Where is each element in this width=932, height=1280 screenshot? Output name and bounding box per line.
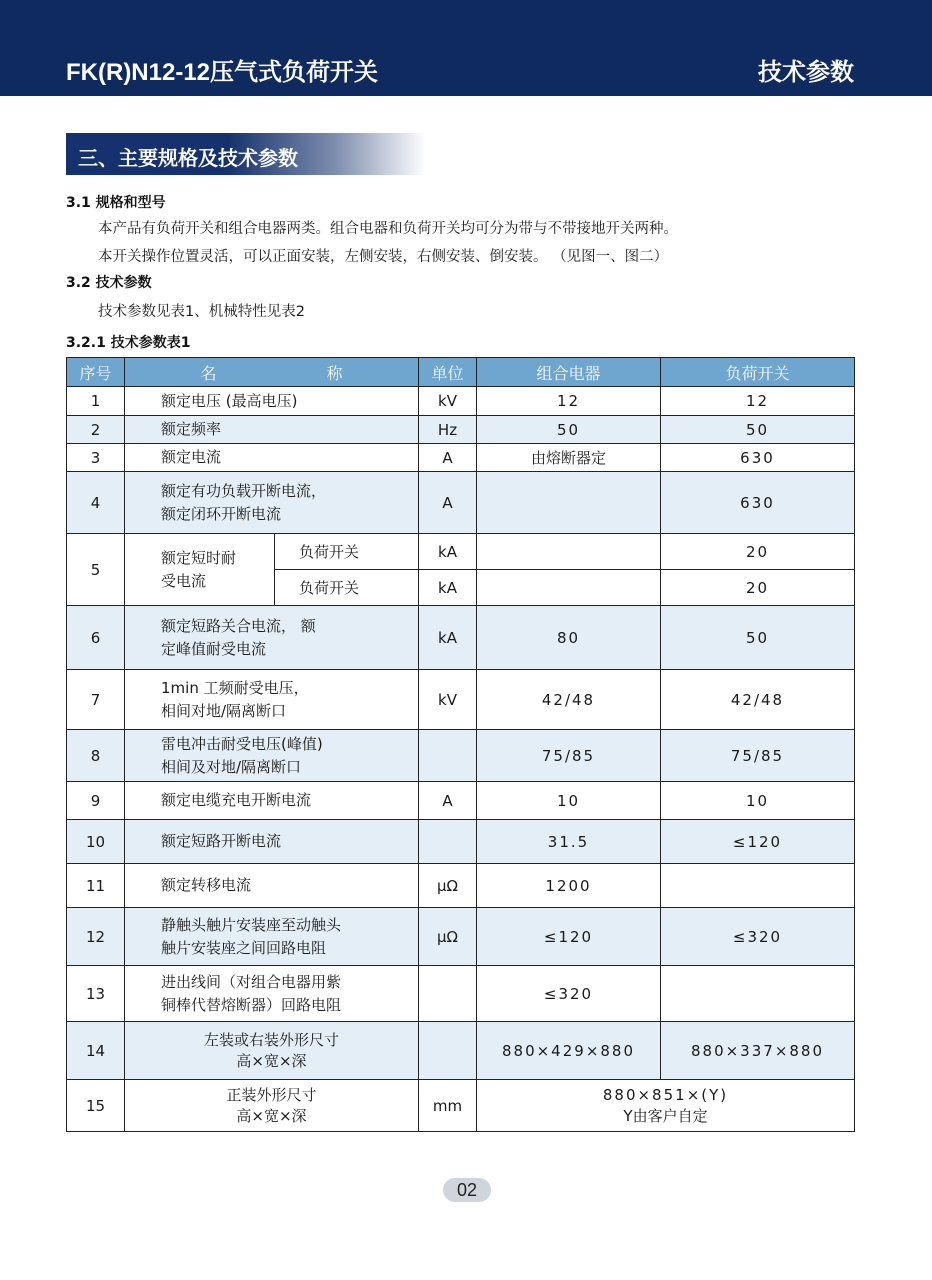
- section-banner: [66, 133, 426, 175]
- col-header-switch: 负荷开关: [661, 358, 855, 387]
- spec-table: [66, 357, 855, 1132]
- table-row: 14 左装或右装外形尺寸 高×宽×深 880×429×880 880×337×880: [67, 1022, 855, 1080]
- table-header-row: [67, 358, 855, 387]
- header-bar: [0, 0, 932, 96]
- table-row: 4 额定有功负载开断电流， 额定闭环开断电流 A 630: [67, 472, 855, 534]
- table-row: 8 雷电冲击耐受电压(峰值) 相间及对地/隔离断口 75/85 75/85: [67, 730, 855, 782]
- table-row: 6 额定短路关合电流， 额 定峰值耐受电流 kA 80 50: [67, 606, 855, 670]
- paragraph-3-1-a: 本产品有负荷开关和组合电器两类。组合电器和负荷开关均可分为带与不带接地开关两种。: [98, 221, 678, 237]
- page-number: 02: [443, 1178, 491, 1202]
- table-row: 10 额定短路开断电流 31.5 ≤120: [67, 820, 855, 864]
- table-row: 15 正装外形尺寸 高×宽×深 mm 880×851×(Y) Y由客户自定: [67, 1080, 855, 1132]
- table-row: 负荷开关 kA 20: [67, 570, 855, 606]
- heading-3-2: 3.2 技术参数: [66, 275, 152, 291]
- paragraph-3-1-b: 本开关操作位置灵活，可以正面安装，左侧安装，右侧安装、倒安装。 （见图一、图二）: [98, 249, 669, 265]
- section-label: 技术参数: [758, 58, 854, 86]
- table-row: 2 额定频率 Hz 50 50: [67, 416, 855, 444]
- table-row: 12 静触头触片安装座至动触头 触片安装座之间回路电阻 μΩ ≤120 ≤320: [67, 908, 855, 966]
- product-title: FK(R)N12-12压气式负荷开关: [66, 59, 379, 86]
- paragraph-3-2: 技术参数见表1、机械特性见表2: [98, 304, 305, 320]
- col-header-no: 序号: [67, 358, 125, 387]
- table-row: 13 进出线间（对组合电器用紫 铜棒代替熔断器）回路电阻 ≤320: [67, 966, 855, 1022]
- heading-3-2-1: 3.2.1 技术参数表1: [66, 335, 191, 351]
- table-row: 9 额定电缆充电开断电流 A 10 10: [67, 782, 855, 820]
- table-row: 1 额定电压 (最高电压) kV 12 12: [67, 387, 855, 416]
- col-header-combo: 组合电器: [477, 358, 661, 387]
- col-header-unit: 单位: [419, 358, 477, 387]
- heading-3-1: 3.1 规格和型号: [66, 195, 166, 211]
- table-row: 5 额定短时耐 受电流 负荷开关 kA 20: [67, 534, 855, 570]
- section-banner-title: 三、主要规格及技术参数: [78, 146, 298, 170]
- table-row: 11 额定转移电流 μΩ 1200: [67, 864, 855, 908]
- col-header-name: 名 称: [125, 358, 419, 387]
- table-row: 3 额定电流 A 由熔断器定 630: [67, 444, 855, 472]
- table-row: 7 1min 工频耐受电压， 相间对地/隔离断口 kV 42/48 42/48: [67, 670, 855, 730]
